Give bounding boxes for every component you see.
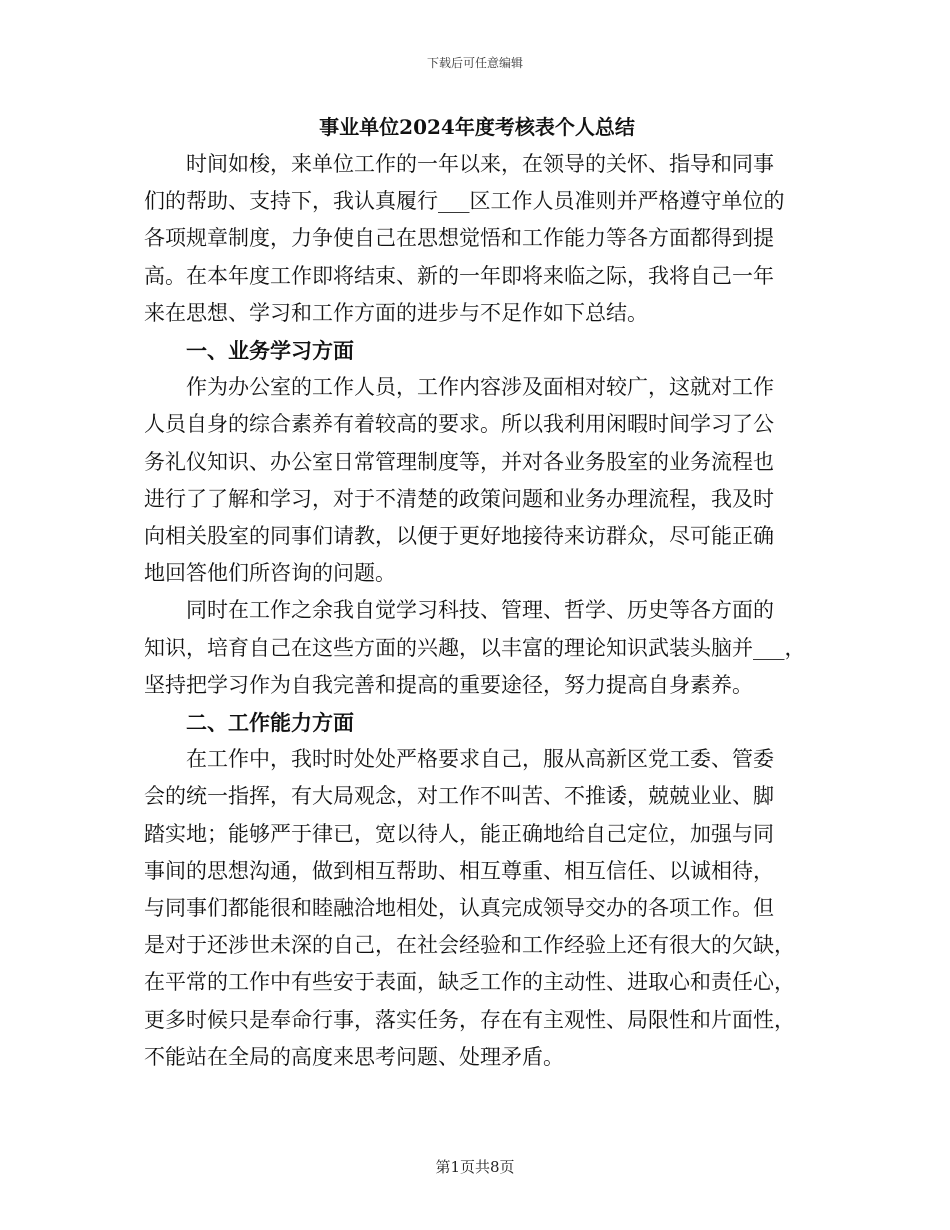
paragraph-line: 踏实地；能够严于律已，宽以待人，能正确地给自己定位，加强与同 bbox=[144, 821, 774, 846]
paragraph-line: 在工作中，我时时处处严格要求自己，服从高新区党工委、管委 bbox=[186, 747, 774, 772]
paragraph-line: 是对于还涉世未深的自己，在社会经验和工作经验上还有很大的欠缺， bbox=[144, 933, 795, 958]
paragraph-line: 人员自身的综合素养有着较高的要求。所以我利用闲暇时间学习了公 bbox=[144, 412, 774, 437]
page-header-note: 下载后可任意编辑 bbox=[426, 56, 523, 70]
paragraph-line: 更多时候只是奉命行事，落实任务，存在有主观性、局限性和片面性， bbox=[144, 1007, 795, 1032]
paragraph-line: 同时在工作之余我自觉学习科技、管理、哲学、历史等各方面的 bbox=[186, 598, 774, 623]
section-heading-ability: 二、工作能力方面 bbox=[186, 710, 354, 736]
paragraph-line: 地回答他们所咨询的问题。 bbox=[144, 561, 396, 586]
section-heading-study: 一、业务学习方面 bbox=[186, 338, 354, 364]
paragraph-line: 务礼仪知识、办公室日常管理制度等，并对各业务股室的业务流程也 bbox=[144, 449, 774, 474]
paragraph-line: 不能站在全局的高度来思考问题、处理矛盾。 bbox=[144, 1044, 564, 1069]
document-title: 事业单位2024年度考核表个人总结 bbox=[319, 115, 635, 139]
paragraph-line: 与同事们都能很和睦融洽地相处，认真完成领导交办的各项工作。但 bbox=[144, 896, 774, 921]
paragraph-line: 们的帮助、支持下，我认真履行___区工作人员准则并严格遵守单位的 bbox=[144, 189, 785, 214]
paragraph-line: 在平常的工作中有些安于表面，缺乏工作的主动性、进取心和责任心， bbox=[144, 970, 795, 995]
paragraph-line: 时间如梭，来单位工作的一年以来，在领导的关怀、指导和同事 bbox=[186, 152, 774, 176]
page-number-footer: 第1页共8页 bbox=[435, 1158, 515, 1176]
paragraph-line: 作为办公室的工作人员，工作内容涉及面相对较广，这就对工作 bbox=[186, 375, 774, 400]
paragraph-line: 高。在本年度工作即将结束、新的一年即将来临之际，我将自己一年 bbox=[144, 263, 774, 288]
paragraph-line: 进行了了解和学习，对于不清楚的政策问题和业务办理流程，我及时 bbox=[144, 486, 774, 511]
paragraph-line: 各项规章制度，力争使自己在思想觉悟和工作能力等各方面都得到提 bbox=[144, 226, 774, 251]
paragraph-line: 事间的思想沟通，做到相互帮助、相互尊重、相互信任、以诚相待， bbox=[144, 858, 774, 883]
paragraph-line: 会的统一指挥，有大局观念，对工作不叫苦、不推诿，兢兢业业、脚 bbox=[144, 784, 774, 809]
paragraph-line: 知识，培育自己在这些方面的兴趣，以丰富的理论知识武装头脑并___， bbox=[144, 635, 806, 660]
paragraph-line: 向相关股室的同事们请教，以便于更好地接待来访群众，尽可能正确 bbox=[144, 524, 774, 549]
paragraph-line: 来在思想、学习和工作方面的进步与不足作如下总结。 bbox=[144, 300, 648, 325]
document-body bbox=[144, 112, 810, 1076]
paragraph-line: 坚持把学习作为自我完善和提高的重要途径，努力提高自身素养。 bbox=[144, 672, 753, 697]
